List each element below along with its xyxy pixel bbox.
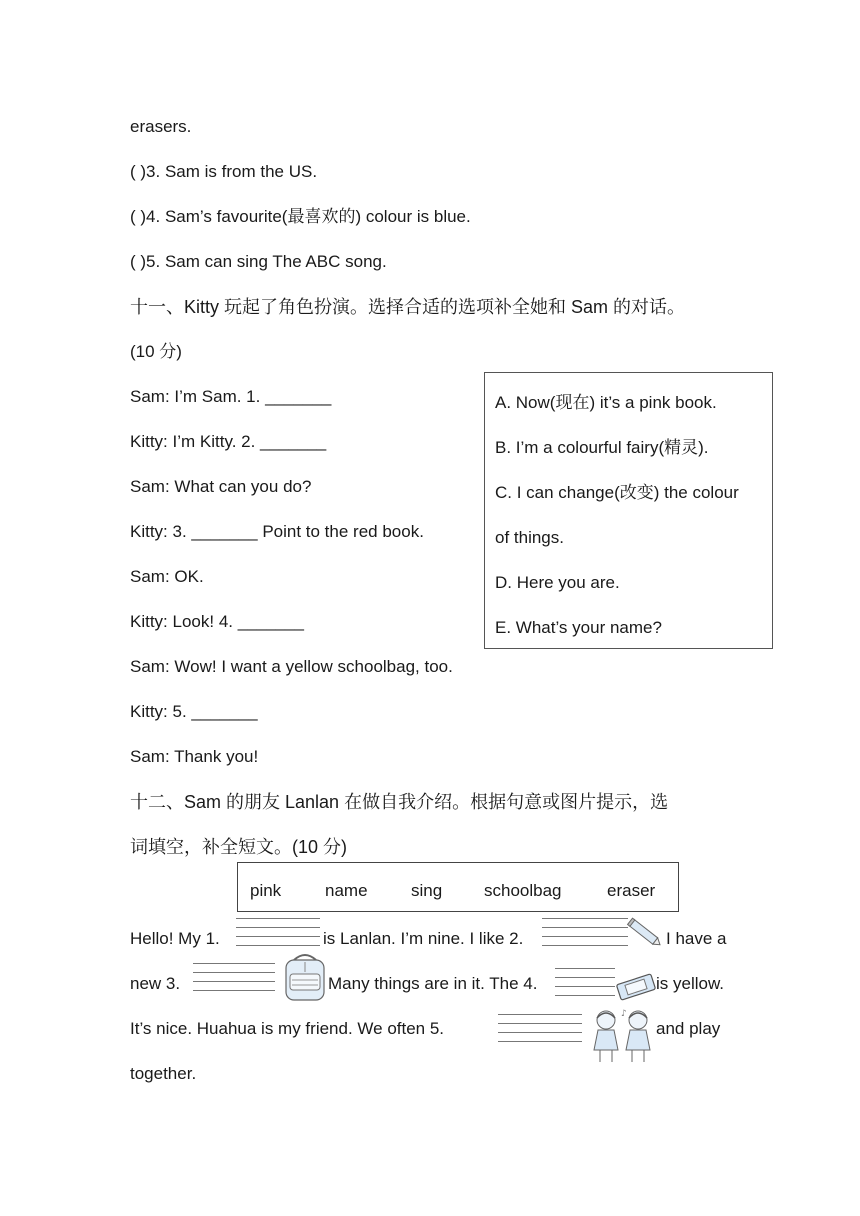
svg-text:♪: ♪ [621,1009,627,1019]
answer-blank-1[interactable] [236,918,320,948]
word-eraser: eraser [607,881,656,900]
dialogue-line: Sam: What can you do? [130,477,312,496]
option-a: A. Now(现在) it’s a pink book. [495,393,717,412]
passage-text: I have a [666,929,727,948]
passage-text: and play [656,1019,721,1038]
answer-blank-4[interactable] [555,968,615,998]
dialogue-line: Kitty: Look! 4. _______ [130,612,304,631]
section-12-heading-2: 词填空，补全短文。(10 分) [130,837,348,857]
section-11-heading: 十一、Kitty 玩起了角色扮演。选择合适的选项补全她和 Sam 的对话。 [130,297,686,317]
option-b: B. I’m a colourful fairy(精灵). [495,438,709,457]
dialogue-line: Kitty: 3. _______ Point to the red book. [130,522,424,541]
section-12-heading: 十二、Sam 的朋友 Lanlan 在做自我介绍。根据句意或图片提示，选 [130,792,669,812]
option-c: C. I can change(改变) the colour [495,483,739,502]
girls-icon [588,1006,660,1066]
section-11-score: (10 分) [130,342,182,361]
answer-blank-2[interactable] [542,918,628,948]
options-box [484,372,773,649]
option-d: D. Here you are. [495,573,620,592]
answer-blank-3[interactable] [193,963,275,993]
question-3: ( )3. Sam is from the US. [130,162,318,181]
answer-blank-5[interactable] [498,1014,582,1044]
passage-text: together. [130,1064,197,1083]
passage-text: is yellow. [656,974,725,993]
question-5: ( )5. Sam can sing The ABC song. [130,252,387,271]
passage-text: It’s nice. Huahua is my friend. We often 5. [130,1019,445,1038]
word-schoolbag: schoolbag [484,881,562,900]
word-pink: pink [250,881,282,900]
word-bank [237,862,679,912]
question-4: ( )4. Sam’s favourite(最喜欢的) colour is blue. [130,207,471,226]
dialogue-line: Kitty: 5. _______ [130,702,258,721]
option-c-cont: of things. [495,528,564,547]
dialogue-line: Kitty: I’m Kitty. 2. _______ [130,432,327,451]
dialogue-line: Sam: Wow! I want a yellow schoolbag, too. [130,657,453,676]
word-name: name [325,881,368,900]
passage-text: is Lanlan. I’m nine. I like 2. [323,929,524,948]
option-e: E. What’s your name? [495,618,662,637]
dialogue-line: Sam: Thank you! [130,747,259,766]
passage-text: new 3. [130,974,181,993]
dialogue-line: Sam: I’m Sam. 1. _______ [130,387,332,406]
passage-text: Hello! My 1. [130,929,220,948]
pencil-icon [626,916,664,950]
schoolbag-icon [280,950,330,1004]
passage-text: Many things are in it. The 4. [328,974,538,993]
dialogue-line: Sam: OK. [130,567,204,586]
eraser-icon [614,970,658,1004]
continued-text: erasers. [130,117,192,136]
word-sing: sing [411,881,443,900]
